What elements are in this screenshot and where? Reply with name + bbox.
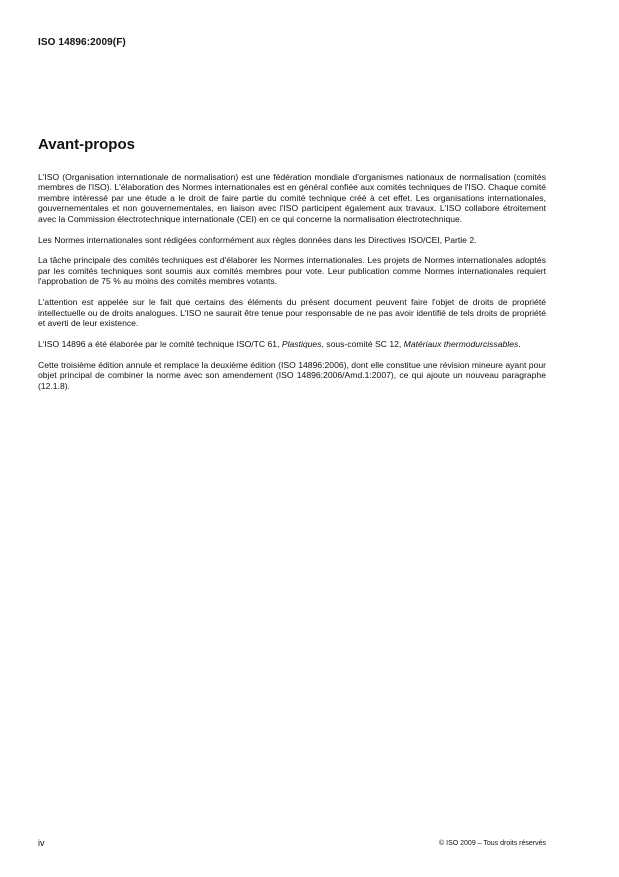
prepared-by-text-3: .: [518, 338, 521, 349]
paragraph-directives: Les Normes internationales sont rédigées conformément aux règles données dans les Directives ISO/CEI, Partie 2.: [38, 234, 477, 245]
paragraph-prepared-by: [38, 339, 546, 349]
subcommittee-name: Matériaux thermodurcissables: [403, 338, 519, 349]
copyright-notice: © ISO 2009 – Tous droits réservés: [439, 840, 546, 847]
paragraph-edition-note: Cette troisième édition annule et remplace la deuxième édition (ISO 14896:2006), dont elle constitue une révision mineure ayant pour objet principal de combiner la norme avec son amendement (ISO 14896:2006/Amd.1:2007), ce qui ajoute un nouveau paragraphe (12.1.8).: [38, 359, 546, 391]
page-number: iv: [38, 838, 45, 848]
section-title: Avant-propos: [38, 136, 135, 153]
document-id-header: ISO 14896:2009(F): [38, 37, 126, 48]
paragraph-technical-committees: La tâche principale des comités techniques est d'élaborer les Normes internationales. Les projets de Normes internationales adoptés par les comités techniques sont soumis aux comités membres pour vote. Leur publication comme Normes internationales requiert l'approbation de 75 % au moins des comités membres votants.: [38, 255, 546, 287]
prepared-by-text-2: , sous-comité SC 12,: [321, 338, 404, 349]
paragraph-patent-rights: L'attention est appelée sur le fait que certains des éléments du présent document peuvent faire l'objet de droits de propriété intellectuelle ou de droits analogues. L'ISO ne saurait être tenue pour responsable de ne pas avoir identifié de tels droits de propriété et averti de leur existence.: [38, 297, 546, 328]
paragraph-iso-organisation: L'ISO (Organisation internationale de normalisation) est une fédération mondiale d'organismes nationaux de normalisation (comités membres de l'ISO). L'élaboration des Normes internationales est en général confiée aux comités techniques de l'ISO. Chaque comité membre intéressé par une étude a le droit de faire partie du comité technique créé à cet effet. Les organisations internationales, gouvernementales et non gouvernementales, en liaison avec l'ISO participent également aux travaux. L'ISO collabore étroitement avec la Commission électrotechnique internationale (CEI) en ce qui concerne la normalisation électrotechnique.: [38, 172, 546, 224]
committee-name-plastiques: Plastiques: [281, 338, 322, 349]
prepared-by-text-1: L'ISO 14896 a été élaborée par le comité technique ISO/TC 61,: [38, 338, 282, 349]
foreword-body: [38, 172, 546, 402]
